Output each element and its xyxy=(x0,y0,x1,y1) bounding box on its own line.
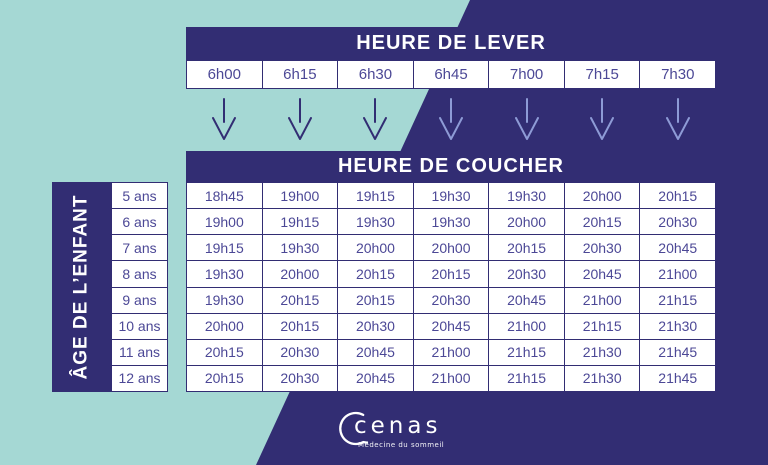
bedtime-cell: 21h00 xyxy=(413,366,489,391)
age-cell: 7 ans xyxy=(112,234,167,260)
bedtime-cell: 20h45 xyxy=(337,340,413,365)
bedtime-cell: 20h00 xyxy=(262,261,338,286)
bedtime-cell: 21h30 xyxy=(564,340,640,365)
bedtime-cell: 20h15 xyxy=(488,235,564,260)
bedtime-cell: 19h30 xyxy=(413,209,489,234)
bedtime-cell: 20h15 xyxy=(187,366,262,391)
bedtime-cell: 19h15 xyxy=(337,183,413,208)
bedtime-cell: 18h45 xyxy=(187,183,262,208)
bedtime-cell: 21h30 xyxy=(564,366,640,391)
bedtime-cell: 20h15 xyxy=(187,340,262,365)
wake-time-cell: 6h45 xyxy=(413,61,489,88)
bedtime-cell: 20h15 xyxy=(262,314,338,339)
bedtime-cell: 20h45 xyxy=(337,366,413,391)
age-cell: 8 ans xyxy=(112,260,167,286)
bedtime-cell: 21h15 xyxy=(639,288,715,313)
bedtime-cell: 19h30 xyxy=(262,235,338,260)
bedtime-cell: 20h00 xyxy=(564,183,640,208)
bedtime-table xyxy=(186,182,716,392)
wake-time-cell: 6h30 xyxy=(337,61,413,88)
wake-times-row xyxy=(186,60,716,89)
age-cell: 10 ans xyxy=(112,313,167,339)
bedtime-cell: 21h00 xyxy=(488,314,564,339)
table-row xyxy=(187,260,715,286)
wake-time-cell: 7h15 xyxy=(564,61,640,88)
cenas-logo-tagline: Médecine du sommeil xyxy=(358,441,445,449)
bedtime-cell: 20h30 xyxy=(564,235,640,260)
arrow-down-icon xyxy=(337,94,413,146)
bedtime-cell: 20h45 xyxy=(413,314,489,339)
bedtime-cell: 20h30 xyxy=(262,340,338,365)
wake-time-cell: 7h30 xyxy=(639,61,715,88)
wake-header-band xyxy=(186,27,716,60)
bedtime-cell: 19h15 xyxy=(262,209,338,234)
arrow-down-icon xyxy=(186,94,262,146)
arrows-row xyxy=(186,94,716,146)
wake-time-cell: 6h15 xyxy=(262,61,338,88)
bedtime-cell: 21h15 xyxy=(488,340,564,365)
table-row xyxy=(187,365,715,391)
bedtime-cell: 21h45 xyxy=(639,340,715,365)
age-cell: 6 ans xyxy=(112,208,167,234)
bedtime-cell: 19h30 xyxy=(187,261,262,286)
bedtime-cell: 20h00 xyxy=(337,235,413,260)
bedtime-cell: 21h45 xyxy=(639,366,715,391)
cenas-logo xyxy=(322,403,472,455)
bedtime-cell: 20h45 xyxy=(564,261,640,286)
bedtime-cell: 21h00 xyxy=(639,261,715,286)
arrow-down-icon xyxy=(640,94,716,146)
age-column xyxy=(111,182,168,392)
table-row xyxy=(187,208,715,234)
bedtime-cell: 20h00 xyxy=(413,235,489,260)
bedtime-cell: 20h30 xyxy=(413,288,489,313)
bedtime-cell: 20h30 xyxy=(488,261,564,286)
bedtime-cell: 20h30 xyxy=(337,314,413,339)
table-row xyxy=(187,287,715,313)
bedtime-cell: 19h15 xyxy=(187,235,262,260)
age-cell: 5 ans xyxy=(112,183,167,208)
bedtime-cell: 19h30 xyxy=(337,209,413,234)
bedtime-cell: 20h15 xyxy=(413,261,489,286)
bedtime-cell: 20h30 xyxy=(639,209,715,234)
bedtime-cell: 21h15 xyxy=(564,314,640,339)
bedtime-cell: 20h00 xyxy=(187,314,262,339)
bedtime-cell: 21h00 xyxy=(413,340,489,365)
bedtime-cell: 21h15 xyxy=(488,366,564,391)
bedtime-cell: 20h00 xyxy=(488,209,564,234)
age-axis-label: ÂGE DE L’ENFANT xyxy=(70,194,92,380)
bedtime-cell: 20h15 xyxy=(337,288,413,313)
age-cell: 9 ans xyxy=(112,287,167,313)
table-row xyxy=(187,183,715,208)
bedtime-cell: 20h45 xyxy=(488,288,564,313)
arrow-down-icon xyxy=(489,94,565,146)
table-row xyxy=(187,234,715,260)
bed-header-band xyxy=(186,151,716,182)
age-axis-band xyxy=(52,182,111,392)
arrow-down-icon xyxy=(565,94,641,146)
bedtime-cell: 20h45 xyxy=(639,235,715,260)
bedtime-cell: 20h15 xyxy=(337,261,413,286)
age-cell: 12 ans xyxy=(112,365,167,391)
bedtime-cell: 21h00 xyxy=(564,288,640,313)
wake-header-title: HEURE DE LEVER xyxy=(356,32,546,54)
bedtime-cell: 19h30 xyxy=(187,288,262,313)
cenas-logo-text: cenas xyxy=(354,413,442,439)
bedtime-cell: 20h30 xyxy=(262,366,338,391)
age-cell: 11 ans xyxy=(112,339,167,365)
table-row xyxy=(187,339,715,365)
arrow-down-icon xyxy=(413,94,489,146)
bedtime-cell: 20h15 xyxy=(262,288,338,313)
bedtime-cell: 19h30 xyxy=(488,183,564,208)
table-row xyxy=(187,313,715,339)
bedtime-cell: 21h30 xyxy=(639,314,715,339)
bedtime-cell: 19h00 xyxy=(187,209,262,234)
wake-time-cell: 6h00 xyxy=(187,61,262,88)
bedtime-cell: 19h00 xyxy=(262,183,338,208)
bed-header-title: HEURE DE COUCHER xyxy=(337,155,565,177)
bedtime-cell: 20h15 xyxy=(639,183,715,208)
bedtime-cell: 20h15 xyxy=(564,209,640,234)
bedtime-cell: 19h30 xyxy=(413,183,489,208)
wake-time-cell: 7h00 xyxy=(488,61,564,88)
arrow-down-icon xyxy=(262,94,338,146)
